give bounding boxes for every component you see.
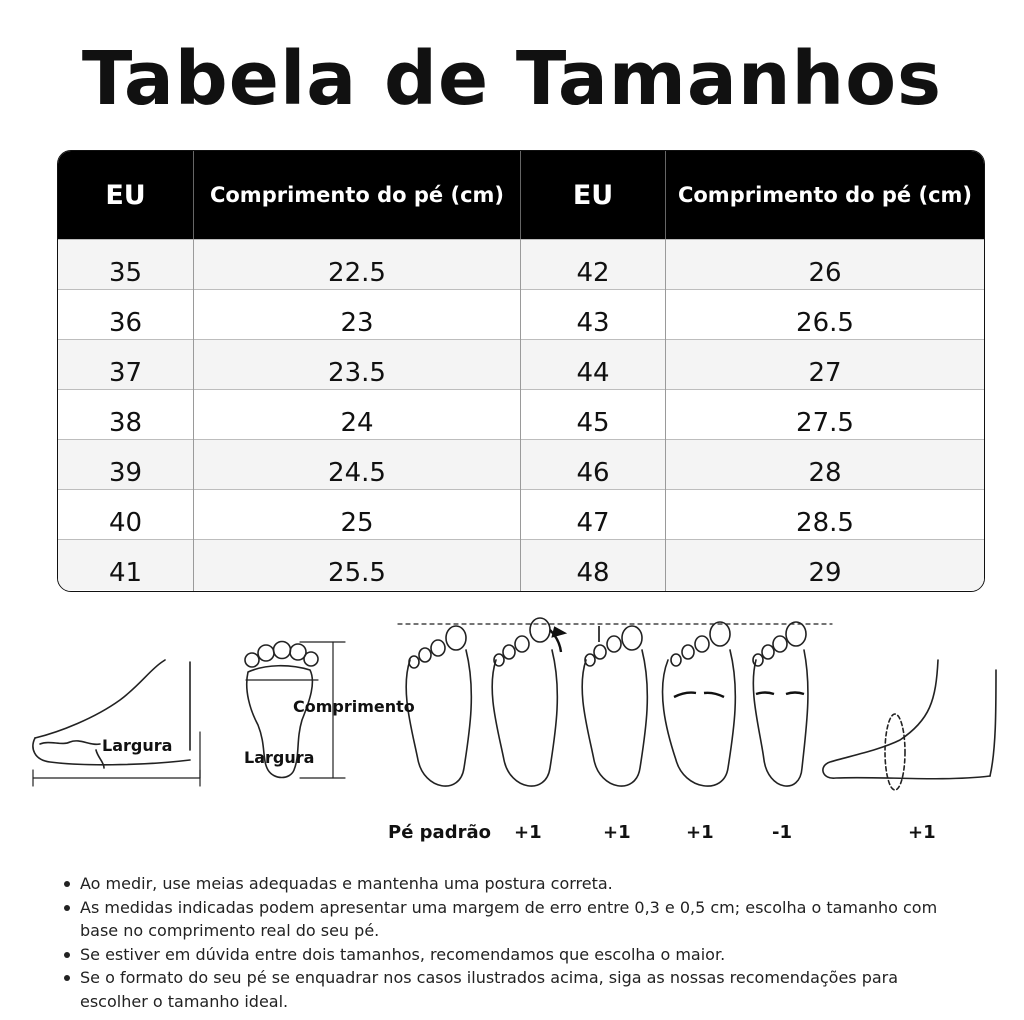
cell-length: 22.5 [328,258,386,288]
arrow-icon [704,693,724,697]
caption-value: +1 [514,822,542,843]
cell-length: 27.5 [796,408,854,438]
foot-side-icon [33,660,200,786]
table-row [58,489,984,540]
cell-eu: 41 [108,558,143,588]
caption-standard: Pé padrão [388,822,491,843]
caption-value: -1 [772,822,792,843]
cell-eu: 39 [108,458,143,488]
page-title: Tabela de Tamanhos [81,36,943,122]
cell-length: 24 [340,408,374,438]
cell-length: 28.5 [796,508,854,538]
cell-eu: 40 [108,508,143,538]
foot-top-icon [406,626,471,786]
cell-length: 29 [808,558,842,588]
cell-eu: 43 [576,308,610,338]
cell-eu: 45 [576,408,610,438]
note-item: As medidas indicadas podem apresentar uma margem de erro entre 0,3 e 0,5 cm; escolha o tamanho com base no comprimento real do seu pé. [60,896,960,943]
table-row [58,289,984,340]
cell-length: 28 [808,458,842,488]
note-item: Se o formato do seu pé se enquadrar nos casos ilustrados acima, siga as nossas recomendações para escolher o tamanho ideal. [60,966,960,1013]
header-length-left: Comprimento do pé (cm) [209,183,505,207]
cell-eu: 47 [576,508,610,538]
header-length-right: Comprimento do pé (cm) [677,183,973,207]
cell-length: 25.5 [328,558,386,588]
width-label: Largura [102,736,173,755]
width-label: Largura [244,748,315,767]
arrow-icon [674,693,696,697]
foot-top-icon [753,622,808,786]
cell-eu: 48 [576,558,610,588]
header-eu-right: EU [572,179,614,211]
caption-value: +1 [686,822,714,843]
arrow-icon [756,693,774,695]
cell-length: 27 [808,358,842,388]
foot-top-icon [582,626,647,786]
cell-length: 23.5 [328,358,386,388]
column-divider [193,239,194,591]
caption-value: +1 [603,822,631,843]
cell-eu: 42 [576,258,610,288]
table-row [58,339,984,390]
table-row [58,389,984,440]
length-label: Comprimento [293,697,415,716]
cell-eu: 37 [108,358,143,388]
cell-length: 25 [340,508,374,538]
cell-eu: 35 [108,258,143,288]
cell-length: 24.5 [328,458,386,488]
table-row [58,239,984,290]
notes-list [60,872,960,1013]
table-header [58,151,984,239]
column-divider [520,239,521,591]
cell-length: 23 [340,308,374,338]
foot-diagram [0,600,1024,860]
note-item: Ao medir, use meias adequadas e mantenha uma postura correta. [60,872,960,896]
caption-value: +1 [908,822,936,843]
cell-length: 26 [808,258,842,288]
arrow-icon [553,628,564,636]
header-eu-left: EU [105,179,146,211]
table-row [58,539,984,590]
cell-length: 26.5 [796,308,854,338]
cell-eu: 38 [108,408,143,438]
cell-eu: 44 [576,358,610,388]
arrow-icon [786,693,804,695]
foot-side-icon [823,660,996,790]
note-item: Se estiver em dúvida entre dois tamanhos, recomendamos que escolha o maior. [60,943,960,967]
cell-eu: 36 [108,308,143,338]
foot-top-icon [492,618,557,786]
column-divider [665,239,666,591]
cell-eu: 46 [576,458,610,488]
size-table [57,150,985,592]
foot-top-icon [663,622,736,786]
table-row [58,439,984,490]
